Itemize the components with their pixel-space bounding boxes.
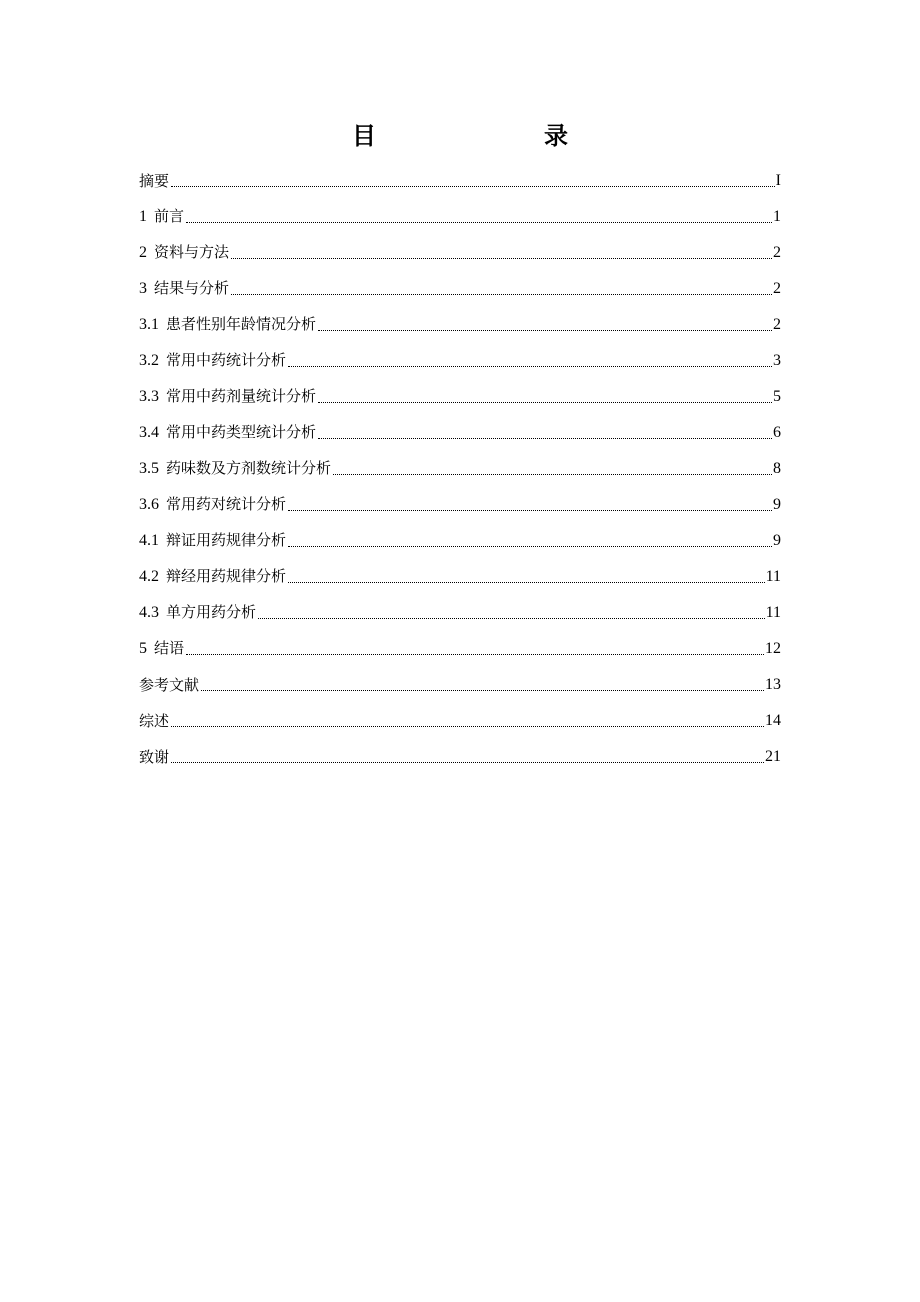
toc-entry-page: 9: [773, 532, 781, 549]
toc-dot-leader: [286, 559, 766, 595]
toc-entry-number: 3.3: [139, 388, 159, 405]
toc-entry-number: 3.5: [139, 460, 159, 477]
toc-entry-label: [139, 270, 229, 307]
toc-entry[interactable]: [139, 523, 781, 559]
toc-entry-number: 3.4: [139, 424, 159, 441]
toc-entry-label: [139, 306, 316, 343]
toc-entry[interactable]: [139, 271, 781, 307]
toc-dot-leader: [286, 343, 773, 379]
toc-dot-leader: [316, 307, 773, 343]
toc-entry-number: 3: [139, 280, 147, 297]
toc-entry-title: 前言: [154, 207, 185, 225]
toc-entry-label: [139, 667, 199, 703]
toc-entry-page: 21: [765, 748, 781, 765]
toc-entry-label: [139, 594, 256, 631]
toc-dot-leader: [169, 739, 765, 775]
toc-entry-label: [139, 703, 169, 739]
toc-entry-number: 4.1: [139, 532, 159, 549]
toc-entry-page: 2: [773, 316, 781, 333]
toc-entry-number: 2: [139, 244, 147, 261]
toc-entry-title: 综述: [139, 712, 170, 730]
toc-entry[interactable]: [139, 379, 781, 415]
toc-entry-title: 患者性别年龄情况分析: [166, 315, 317, 333]
toc-dot-leader: [184, 199, 773, 235]
toc-entry-number: 4.3: [139, 604, 159, 621]
toc-entry-page: 14: [765, 712, 781, 729]
toc-entry-title: 参考文献: [139, 676, 200, 694]
toc-entry-number: 3.2: [139, 352, 159, 369]
toc-entry-label: [139, 163, 169, 199]
toc-entry-label: [139, 342, 286, 379]
toc-dot-leader: [286, 523, 773, 559]
toc-entry[interactable]: [139, 739, 781, 775]
toc-entry[interactable]: [139, 559, 781, 595]
toc-list: [139, 163, 781, 775]
toc-entry-label: [139, 558, 286, 595]
toc-entry-title: 单方用药分析: [166, 603, 257, 621]
toc-entry[interactable]: [139, 199, 781, 235]
toc-entry-label: [139, 378, 316, 415]
toc-entry-number: 1: [139, 208, 147, 225]
toc-entry-page: 13: [765, 676, 781, 693]
toc-entry-title: 常用中药类型统计分析: [166, 423, 317, 441]
toc-dot-leader: [286, 487, 773, 523]
toc-dot-leader: [184, 631, 765, 667]
toc-dot-leader: [169, 163, 776, 199]
toc-entry-page: 11: [765, 568, 781, 585]
toc-entry[interactable]: [139, 631, 781, 667]
toc-dot-leader: [169, 703, 765, 739]
toc-entry[interactable]: [139, 163, 781, 199]
toc-entry-number: 4.2: [139, 568, 159, 585]
toc-entry-label: [139, 486, 286, 523]
toc-entry-page: 6: [773, 424, 781, 441]
toc-entry[interactable]: [139, 487, 781, 523]
toc-entry-page: 11: [765, 604, 781, 621]
toc-entry-label: [139, 630, 184, 667]
toc-entry-title: 致谢: [139, 748, 170, 766]
toc-entry[interactable]: [139, 703, 781, 739]
toc-entry-page: 8: [773, 460, 781, 477]
toc-entry-title: 常用药对统计分析: [166, 495, 287, 513]
toc-entry-label: [139, 198, 184, 235]
toc-dot-leader: [256, 595, 766, 631]
toc-entry[interactable]: [139, 343, 781, 379]
toc-entry[interactable]: [139, 235, 781, 271]
toc-entry-title: 常用中药统计分析: [166, 351, 287, 369]
toc-entry[interactable]: [139, 595, 781, 631]
toc-entry-page: 12: [765, 640, 781, 657]
toc-entry-label: [139, 522, 286, 559]
toc-dot-leader: [199, 667, 765, 703]
toc-entry-page: I: [775, 172, 781, 189]
toc-entry-label: [139, 450, 331, 487]
toc-entry[interactable]: [139, 451, 781, 487]
toc-entry-page: 9: [773, 496, 781, 513]
toc-entry-label: [139, 414, 316, 451]
toc-dot-leader: [229, 271, 773, 307]
toc-entry-title: 结语: [154, 639, 185, 657]
toc-entry-page: 5: [773, 388, 781, 405]
toc-entry-title: 摘要: [139, 172, 170, 190]
toc-entry-number: 3.6: [139, 496, 159, 513]
toc-entry-title: 结果与分析: [154, 279, 230, 297]
toc-entry[interactable]: [139, 667, 781, 703]
toc-entry-page: 3: [773, 352, 781, 369]
toc-entry-title: 辩经用药规律分析: [166, 567, 287, 585]
toc-entry-title: 药味数及方剂数统计分析: [166, 459, 332, 477]
toc-entry-label: [139, 234, 229, 271]
toc-entry-title: 资料与方法: [154, 243, 230, 261]
toc-entry-page: 1: [773, 208, 781, 225]
toc-entry-title: 常用中药剂量统计分析: [166, 387, 317, 405]
toc-entry-title: 辩证用药规律分析: [166, 531, 287, 549]
toc-entry[interactable]: [139, 307, 781, 343]
toc-title: 目 录: [352, 122, 608, 150]
toc-dot-leader: [316, 379, 773, 415]
toc-dot-leader: [316, 415, 773, 451]
toc-entry-label: [139, 739, 169, 775]
toc-entry[interactable]: [139, 415, 781, 451]
toc-entry-number: 5: [139, 640, 147, 657]
toc-dot-leader: [331, 451, 773, 487]
toc-dot-leader: [229, 235, 773, 271]
toc-entry-number: 3.1: [139, 316, 159, 333]
toc-entry-page: 2: [773, 280, 781, 297]
toc-entry-page: 2: [773, 244, 781, 261]
